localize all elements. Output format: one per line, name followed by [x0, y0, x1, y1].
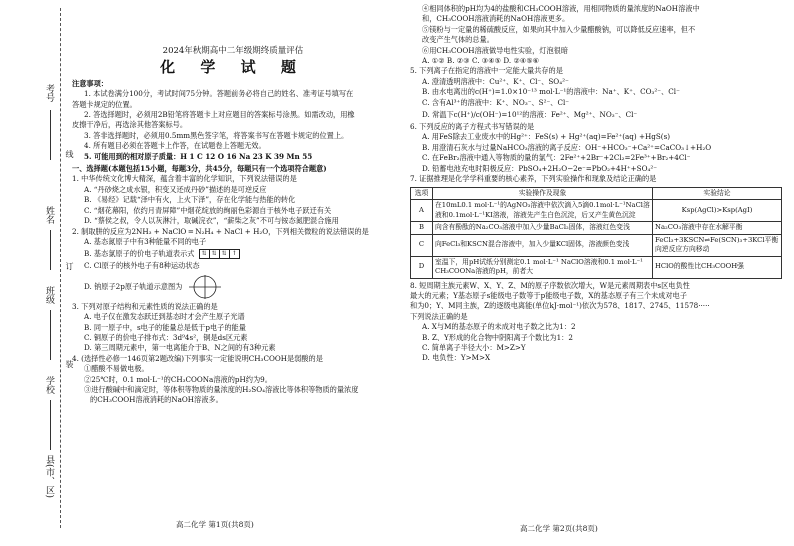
table-cell-conclusion: Ksp(AgCl)>Ksp(AgI) — [653, 200, 782, 222]
q4-item-2: ②25℃时，0.1 mol·L⁻¹的CH₃COONa溶液的pH约为9。 — [84, 374, 272, 384]
q5-option-d: D. 常温下c(H⁺)/c(OH⁻)=10¹²的溶液：Fe²⁺、Mg²⁺、NO₃⁻、Cl⁻ — [422, 110, 638, 120]
q2-option-d — [72, 272, 394, 302]
table-cell-option: D — [411, 256, 433, 278]
table-cell-operation: 向含有酚酞的Na₂CO₃溶液中加入少量BaCl₂固体，溶液红色变浅 — [433, 222, 653, 235]
table-cell-conclusion: HClO的酸性比CH₃COOH强 — [653, 256, 782, 278]
q2-option-c: C. Cl原子的核外电子有8种运动状态 — [84, 261, 200, 271]
q4-item-3-cont: 的CH₃COOH溶液消耗的NaOH溶液多。 — [90, 395, 223, 405]
label-banji: 班级 — [44, 286, 54, 304]
q5-option-a: A. 澄清透明溶液中：Cu²⁺、K⁺、Cl⁻、SO₄²⁻ — [422, 76, 569, 86]
page-2 — [410, 0, 788, 546]
q1-option-a: A. “丹砂烧之成水银，积变又还成丹砂”描述的是可逆反应 — [84, 184, 267, 194]
orbital-box: ⇅ — [209, 249, 220, 259]
table-cell-operation: 向FeCl₃和KSCN混合溶液中，加入少量KCl固体，溶液颜色变浅 — [433, 234, 653, 256]
table-row — [411, 234, 782, 256]
q6-stem: 6. 下列反应的离子方程式书写错误的是 — [410, 122, 535, 132]
table-cell-option: B — [411, 222, 433, 235]
q4-item-5-cont: 改变产生气体的总量。 — [422, 35, 494, 45]
table-cell-conclusion: Na₂CO₃溶液中存在水解平衡 — [653, 222, 782, 235]
table-header: 选项 — [411, 187, 433, 200]
q6-option-b: B. 用澄清石灰水与过量NaHCO₃溶液的离子反应：OH⁻+HCO₃⁻+Ca²⁺=CaCO₃↓+H₂O — [422, 142, 712, 152]
notice-line: 4. 所有题目必须在答题卡上作答，在试题卷上答题无效。 — [84, 141, 266, 151]
orbital-diagram — [199, 249, 239, 259]
q5-option-c: C. 含有Al³⁺的溶液中：K⁺、NO₃⁻、S²⁻、Cl⁻ — [422, 97, 570, 107]
label-zhuang: 装 — [65, 360, 74, 368]
q8-stem-cont: 下列说法正确的是 — [410, 311, 468, 321]
q4-options: A. ①② B. ②③ C. ③④⑤ D. ②④⑤⑥ — [422, 56, 540, 66]
q3-option-d: D. 第三周期元素中，第一电离能介于B、N之间的有3种元素 — [84, 343, 276, 353]
label-xian: 线 — [65, 150, 74, 158]
notice-line: 3. 答非选择题时，必须用0.5mm黑色签字笔，将答案书写在答题卡规定的位置上。 — [84, 130, 349, 140]
q4-item-6: ⑥用CH₃COOH溶液做导电性实验，灯泡很暗 — [422, 45, 569, 55]
orbital-box: ⇅ — [219, 249, 230, 259]
exam-subtitle: 2024年秋期高中二年级期终质量评估 — [162, 46, 304, 56]
xuexiao-line — [50, 400, 51, 450]
table-cell-option: A — [411, 200, 433, 222]
q6-option-d: D. 铅蓄电池充电时阳极反应：PbSO₄+2H₂O−2e⁻=PbO₂+4H⁺+SO₄²⁻ — [422, 163, 658, 173]
q4-item-3: ③进行酸碱中和滴定时，等体积等物质的量浓度的H₂SO₄溶液比等体积等物质的量浓度 — [84, 384, 359, 394]
q8-option-a: A. X与M的基态原子的未成对电子数之比为1：2 — [422, 322, 576, 332]
notice-line: 2. 答选择题时，必须用2B铅笔将答题卡上对应题目的答案标号涂黑。如需改动，用橡 — [84, 110, 355, 120]
q8-stem-cont: 和为0；Y、M同主族，Z的逐级电离能(单位kJ·mol⁻¹)依次为578、1817、2745、11578····· — [410, 301, 710, 311]
label-ding: 订 — [65, 262, 74, 270]
notice-line: 答题卡规定的位置。 — [72, 99, 137, 109]
q2-option-b-text: B. 基态氯原子的价电子轨道表示式 — [84, 249, 195, 259]
q4-item-5: ⑤镁粉与一定量的稀硫酸反应，如果向其中加入少量醋酸钠，可以降低反应速率，但不 — [422, 24, 696, 34]
q3-option-b: B. 同一原子中，s电子的能量总是低于p电子的能量 — [84, 322, 246, 332]
table-header-row — [411, 187, 782, 200]
q1-stem: 1. 中华传统文化博大精深，蕴含着丰富的化学知识，下列说法错误的是 — [72, 174, 297, 184]
experiment-table — [410, 187, 782, 279]
table-cell-option: C — [411, 234, 433, 256]
label-kaohao: 考号 — [44, 84, 54, 102]
orbital-box: ↑ — [229, 249, 240, 259]
q5-option-b: B. 由水电离出的c(H⁺)=1.0×10⁻¹³ mol·L⁻¹的溶液中：Na⁺、K⁺、CO₃²⁻、Cl⁻ — [422, 87, 680, 97]
page-footer-right: 高二化学 第2页(共8页) — [520, 523, 598, 533]
kaohao-line — [50, 110, 51, 160]
q8-option-c: C. 简单离子半径大小：M>Z>Y — [422, 342, 526, 352]
orbital-box: ⇅ — [199, 249, 210, 259]
q5-stem: 5. 下列离子在指定的溶液中一定能大量共存的是 — [410, 66, 563, 76]
q1-option-d: D. “蔡侯之叔，令人以灰淋汁，取碱浣衣”，“薪柴之灰”不可与铵态氮肥混合施用 — [84, 216, 339, 226]
table-header: 实验结论 — [653, 187, 782, 200]
q4-item-4-cont: 和，CH₃COOH溶液消耗的NaOH溶液更多。 — [422, 14, 570, 24]
q3-option-a: A. 电子仅在激发态跃迁到基态时才会产生原子光谱 — [84, 312, 245, 322]
table-cell-conclusion: FeCl₃+3KSCN⇌Fe(SCN)₃+3KCl平衡向逆反应方向移动 — [653, 234, 782, 256]
page-1 — [72, 0, 394, 542]
q8-option-b: B. Z、Y形成的化合物中阴阳离子个数比为1：2 — [422, 332, 573, 342]
table-cell-operation: 在10mL0.1 mol·L⁻¹的AgNO₃溶液中依次滴入5滴0.1mol·L⁻¹NaCl溶液和0.1mol·L⁻¹KI溶液，溶液先产生白色沉淀，后又产生黄色沉淀 — [433, 200, 653, 222]
q2-option-b — [72, 247, 394, 261]
q4-item-1: ①醋酸不易做电极。 — [84, 364, 149, 374]
q6-option-c: C. 在FeBr₂溶液中通入等物质的量的氯气：2Fe²⁺+2Br⁻+2Cl₂=2Fe³⁺+Br₂+4Cl⁻ — [422, 153, 691, 163]
xingming-line — [50, 230, 51, 270]
q8-option-d: D. 电负性：Y>M>X — [422, 353, 491, 363]
notice-heading: 注意事项： — [72, 78, 108, 88]
table-header: 实验操作及现象 — [433, 187, 653, 200]
q6-option-a: A. 用FeS除去工业废水中的Hg²⁺：FeS(s) + Hg²⁺(aq)=Fe²⁺(aq) +HgS(s) — [422, 132, 671, 142]
label-xuexiao: 学校 — [44, 376, 54, 394]
q2-option-a: A. 基态氮原子中有3种能量不同的电子 — [84, 236, 207, 246]
q8-stem: 8. 短周期主族元素W、X、Y、Z、M的原子序数依次增大，W是元素周期表中s区电负性 — [410, 280, 690, 290]
q4-item-4: ④相同体积的pH均为4的盐酸和CH₃COOH溶液，用相同物质的量浓度的NaOH溶液中 — [422, 4, 700, 13]
q1-option-b: B. 《易经》记载“泽中有火，上火下泽”，存在化学能与热能的转化 — [84, 195, 296, 205]
table-row — [411, 222, 782, 235]
p-orbital-icon — [185, 273, 225, 301]
q2-stem: 2. 制取肼的反应为2NH₃ + NaClO ═ N₂H₄ + NaCl + H₂O，下列相关微粒的说法错误的是 — [72, 226, 369, 236]
q2-option-d-text: D. 钠原子2p — [84, 281, 125, 291]
banji-line — [50, 310, 51, 360]
table-row — [411, 200, 782, 222]
notice-line: 1. 本试卷满分100分，考试时间75分钟。答题前务必将自己的姓名、准考证号填写在 — [84, 89, 354, 99]
binding-margin — [0, 0, 74, 542]
label-xingming: 姓名 — [44, 206, 54, 224]
table-row — [411, 256, 782, 278]
section-1-heading: 一、选择题(本题包括15小题，每题3分，共45分，每题只有一个选项符合题意) — [72, 164, 327, 174]
q2-option-d-text2: 原子轨道示意图为 — [124, 281, 183, 291]
page-footer-left: 高二化学 第1页(共8页) — [176, 519, 254, 529]
q8-stem-cont: 最大的元素；Y基态原子s能级电子数等于p能级电子数，X的基态原子有三个未成对电子 — [410, 290, 687, 300]
q1-option-c: C. “烟花幕阳，依约月青屏障”中烟花绽放的绚丽色彩源自于核外电子跃迁有关 — [84, 205, 332, 215]
q4-stem: 4. (选择性必修一146页第2题改编)下列事实一定能说明CH₃COOH是弱酸的是 — [72, 353, 323, 363]
table-cell-operation: 室温下，用pH试纸分别测定0.1 mol·L⁻¹ NaClO溶液和0.1 mol·L⁻¹ CH₃COONa溶液的pH，前者大 — [433, 256, 653, 278]
q3-option-c: C. 铜原子的价电子排布式：3d⁹4s²，铜是ds区元素 — [84, 332, 248, 342]
q3-stem: 3. 下列对原子结构和元素性质的说法正确的是 — [72, 301, 218, 311]
q7-stem: 7. 证据推理是化学学科重要的核心素养，下列实验操作和现象及结论正确的是 — [410, 174, 657, 184]
cut-line — [60, 8, 61, 528]
label-xian-shi-qu: 县(市、区) — [44, 455, 54, 499]
notice-line: 5. 可能用到的相对原子质量：H 1 C 12 O 16 Na 23 K 39 Mn 55 — [84, 151, 313, 161]
exam-title: 化 学 试 题 — [160, 58, 306, 77]
notice-line: 皮擦干净后，再选涂其他答案标号。 — [72, 120, 188, 130]
